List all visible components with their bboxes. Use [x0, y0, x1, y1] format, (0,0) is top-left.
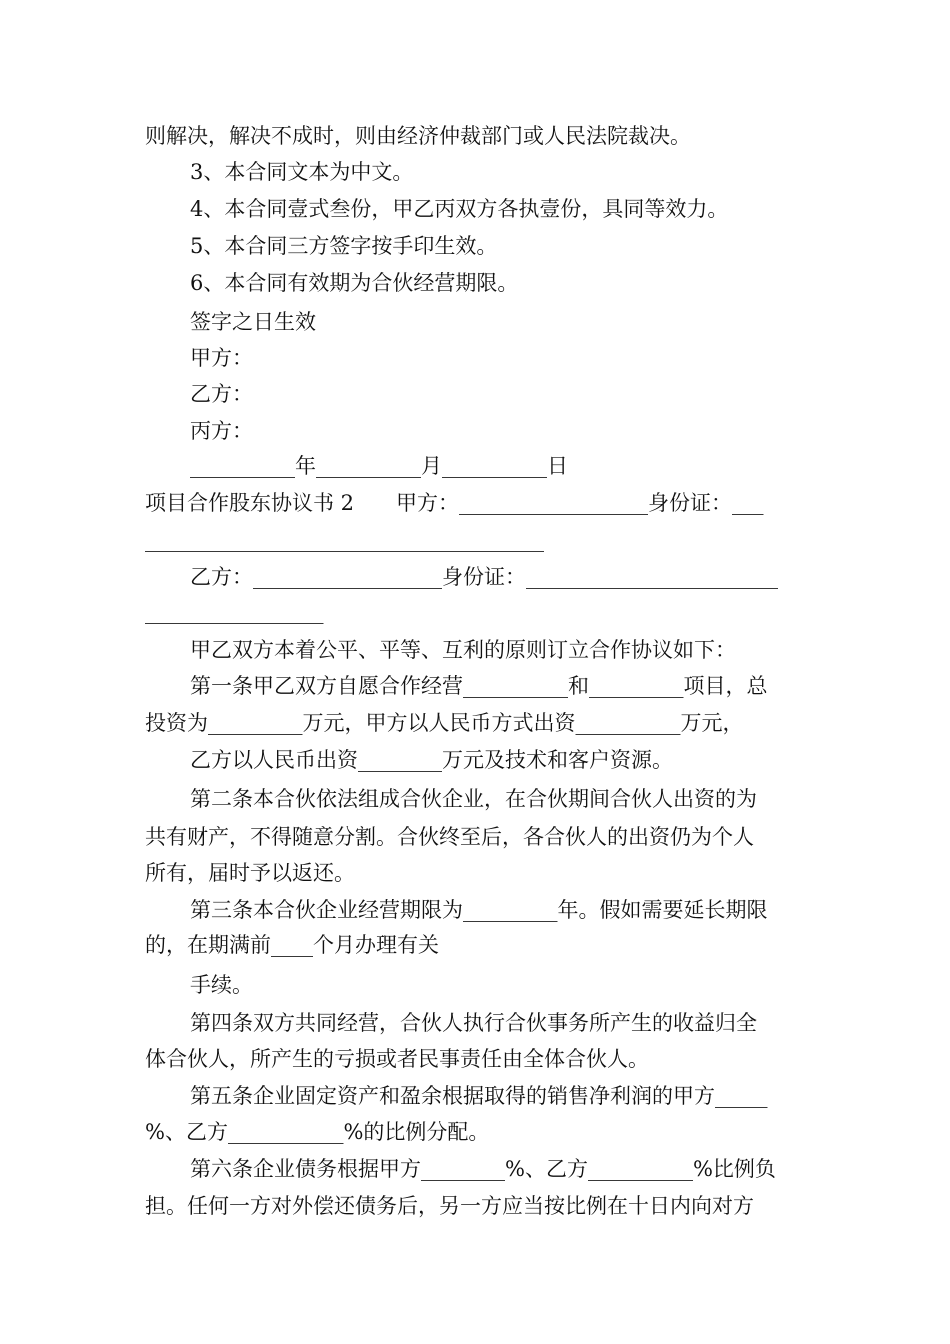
text-line: 第三条本合伙企业经营期限为_________年。假如需要延长期限 — [190, 898, 768, 922]
text-line: 第一条甲乙双方自愿合作经营__________和_________项目，总 — [190, 674, 768, 698]
text-line: 5、本合同三方签字按手印生效。 — [190, 234, 498, 258]
text-line: 乙方：__________________身份证：________________________ — [190, 565, 778, 589]
text-line: 甲方： — [190, 346, 253, 370]
text-line: ______________________________________ — [145, 528, 544, 552]
text-line: 丙方： — [190, 419, 253, 443]
text-line: 则解决，解决不成时，则由经济仲裁部门或人民法院裁决。 — [145, 124, 691, 148]
text-line: %、乙方___________%的比例分配。 — [145, 1120, 490, 1144]
text-line: 体合伙人，所产生的亏损或者民事责任由全体合伙人。 — [145, 1047, 649, 1071]
text-line: 第四条双方共同经营，合伙人执行合伙事务所产生的收益归全 — [190, 1011, 757, 1035]
text-line: 第五条企业固定资产和盈余根据取得的销售净利润的甲方_____ — [190, 1084, 768, 1108]
text-line: 4、本合同壹式叁份，甲乙丙双方各执壹份，具同等效力。 — [190, 197, 729, 221]
text-line: 手续。 — [190, 973, 253, 997]
text-line: 投资为_________万元，甲方以人民币方式出资__________万元， — [145, 711, 744, 735]
text-line: 项目合作股东协议书 2 甲方：__________________身份证：___ — [145, 491, 764, 515]
text-line: 担。任何一方对外偿还债务后，另一方应当按比例在十日内向对方 — [145, 1194, 754, 1218]
text-line: 第二条本合伙依法组成合伙企业，在合伙期间合伙人出资的为 — [190, 787, 757, 811]
text-line: 甲乙双方本着公平、平等、互利的原则订立合作协议如下： — [190, 638, 736, 662]
text-line: _________________ — [145, 600, 324, 624]
text-line: 6、本合同有效期为合伙经营期限。 — [190, 271, 519, 295]
text-line: 乙方以人民币出资________万元及技术和客户资源。 — [190, 748, 673, 772]
text-line: 3、本合同文本为中文。 — [190, 160, 414, 184]
text-line: 所有，届时予以返还。 — [145, 861, 355, 885]
text-line: 的，在期满前____个月办理有关 — [145, 933, 439, 957]
text-line: 共有财产，不得随意分割。合伙终至后，各合伙人的出资仍为个人 — [145, 825, 754, 849]
text-line: 签字之日生效 — [190, 310, 316, 334]
text-line: 乙方： — [190, 382, 253, 406]
text-line: 第六条企业债务根据甲方________%、乙方__________%比例负 — [190, 1157, 776, 1181]
text-line: __________年__________月__________日 — [190, 454, 568, 478]
